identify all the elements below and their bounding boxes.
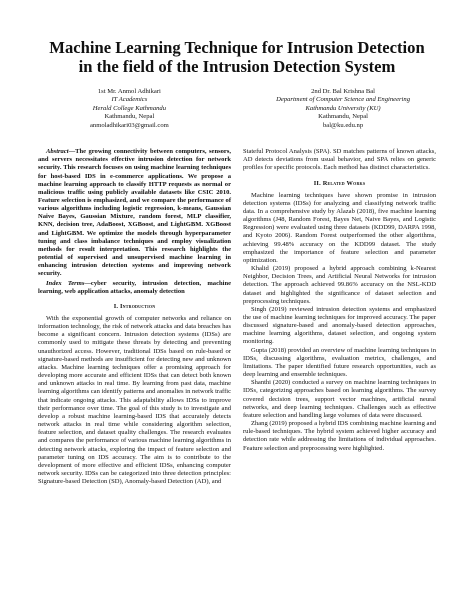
intro-paragraph-continued: Stateful Protocol Analysis (SPA). SD matches patterns of known attacks, AD detects deviations from usual behavior, and SPA relies on generic profiles for specific protocols. Each method has distinct characteristics.	[243, 148, 436, 172]
author-2-affiliation-2: Kathmandu University (KU)	[305, 104, 381, 112]
abstract-text: —The growing connectivity between computers, sensors, and servers necessitates effective intrusion detection for network security. This research focuses on using machine learning techniques for host-based IDS in e-commerce applications. We propose a machine learning approach to classify HTTP requests as normal or malicious traffic using publicly available datasets like CSIC 2010. Feature selection is emphasized, and we compare the performance of various algorithms including logistic regression, k-means, Gaussian Naive Bayes, Gaussian Mixture, random forest, MLP classifier, KNN, decision tree, AdaBoost, XGBoost, and LightGBM. XGBoost and LightGBM. We optimize the models through hyperparameter tuning and class imbalance techniques and employ visualization methods for result interpretation. This research highlights the potential of supervised and unsupervised machine learning in enhancing intrusion detection systems and improving network security.	[38, 148, 231, 278]
author-2-city: Kathmandu, Nepal	[318, 113, 368, 121]
paper-title-line-1: Machine Learning Technique for Intrusion Detection	[49, 38, 425, 57]
paper-title-line-2: in the field of the Intrusion Detection System	[78, 57, 396, 76]
abstract	[38, 148, 231, 279]
related-paragraph-5: Shanthi (2020) conducted a survey on machine learning techniques in IDSs, categorizing approaches based on learning algorithms. The survey covered decision trees, support vector machines, artificial neural networks, and deep learning techniques. Challenges such as effective feature selection and handling large volumes of data were discussed.	[243, 379, 436, 419]
related-paragraph-4: Gupta (2018) provided an overview of machine learning techniques in IDSs, discussing algorithms, evaluation metrics, challenges, and limitations. The paper identified future research opportunities, such as deep learning and ensemble techniques.	[243, 346, 436, 379]
author-block	[38, 88, 436, 130]
author-2-name: 2nd Dr. Bal Krishna Bal	[311, 88, 376, 95]
author-2-email: bal@ku.edu.np	[322, 121, 364, 129]
left-column	[38, 148, 231, 486]
index-terms-text: —cyber security, intrusion detection, machine learning, web application attacks, anomaly detection	[38, 279, 231, 295]
author-1-email: anmoladhikari03@gmail.com	[90, 121, 169, 129]
index-terms-lead: Index Terms	[46, 279, 85, 287]
body-columns	[38, 148, 436, 486]
author-1-affiliation-2: Herald College Kathmandu	[92, 104, 167, 112]
author-1-city: Kathmandu, Nepal	[104, 113, 155, 121]
section-heading-introduction: I. Introduction	[113, 302, 156, 310]
paper-title	[38, 38, 436, 76]
intro-paragraph-1: With the exponential growth of computer networks and reliance on information technology, the risk of network attacks and data breaches has become a significant concern. Intrusion detection systems (IDSs) are commonly used to mitigate these threats by detecting and preventing unauthorized access. However, traditional IDSs based on rule-based or signature-based methods are insufficient for detecting new and unknown attacks. Machine learning techniques offer a promising approach for developing more accurate and efficient IDSs that can detect both known and unknown attacks in real time. By learning from past data, machine learning algorithms can identify patterns and anomalies in network traffic that indicate ongoing attacks. This adaptability allows IDSs to improve their performance over time. The goal of this study is to investigate and develop a robust machine learning-based IDS that accurately detects network attacks in real time while considering algorithm selection, feature selection, and dataset quality challenges. The research evaluates and compares the performance of various machine learning algorithms in detecting network attacks, exploring the impact of feature selection and parameter tuning on IDS accuracy. The aim is to contribute to the development of more effective and efficient IDSs, enhancing computer network security. IDSs can be categorized into three detection principles: Signature-based Detection (SD), Anomaly-based Detection (AD), and	[38, 315, 231, 486]
author-2-affiliation-1: Department of Computer Science and Engineering	[276, 96, 410, 104]
section-heading-related-works: II. Related Works	[313, 179, 366, 187]
related-paragraph-1: Machine learning techniques have shown promise in intrusion detection systems (IDSs) for analyzing and classifying network traffic data. In a comprehensive study by Alazab (2018), five machine learning algorithms (J48, Random Forest, Bayes Net, Naive Bayes, and Logistic Regression) were evaluated using three datasets (KDD99, DARPA 1998, and Kyoto 2006). Random Forest outperformed the other algorithms, achieving 99.48% accuracy on the KDD99 dataset. The study emphasized the importance of feature selection and parameter optimization.	[243, 191, 436, 264]
index-terms	[38, 280, 231, 296]
author-1-affiliation-1: IT Academics	[111, 96, 148, 104]
right-column	[243, 148, 436, 486]
related-paragraph-2: Khalid (2019) proposed a hybrid approach combining k-Nearest Neighbor, Decision Trees, and Artificial Neural Networks for intrusion detection. The approach achieved 99.86% accuracy on the NSL-KDD dataset and highlighted the significance of dataset selection and preprocessing techniques.	[243, 265, 436, 305]
related-paragraph-3: Singh (2019) reviewed intrusion detection systems and emphasized the use of machine learning techniques for improved accuracy. The paper discussed signature-based and anomaly-based detection approaches, machine learning algorithms, dataset selection, and ongoing system monitoring.	[243, 305, 436, 346]
author-2	[276, 88, 410, 130]
abstract-lead: Abstract	[46, 148, 69, 156]
related-paragraph-6: Zhang (2019) proposed a hybrid IDS combining machine learning and rule-based techniques. The hybrid system achieved higher accuracy and detection rate while addressing the limitations of individual approaches. Feature selection and preprocessing were highlighted.	[243, 420, 436, 452]
author-1-name: 1st Mr. Anmol Adhikari	[97, 88, 161, 95]
author-1	[90, 88, 169, 130]
